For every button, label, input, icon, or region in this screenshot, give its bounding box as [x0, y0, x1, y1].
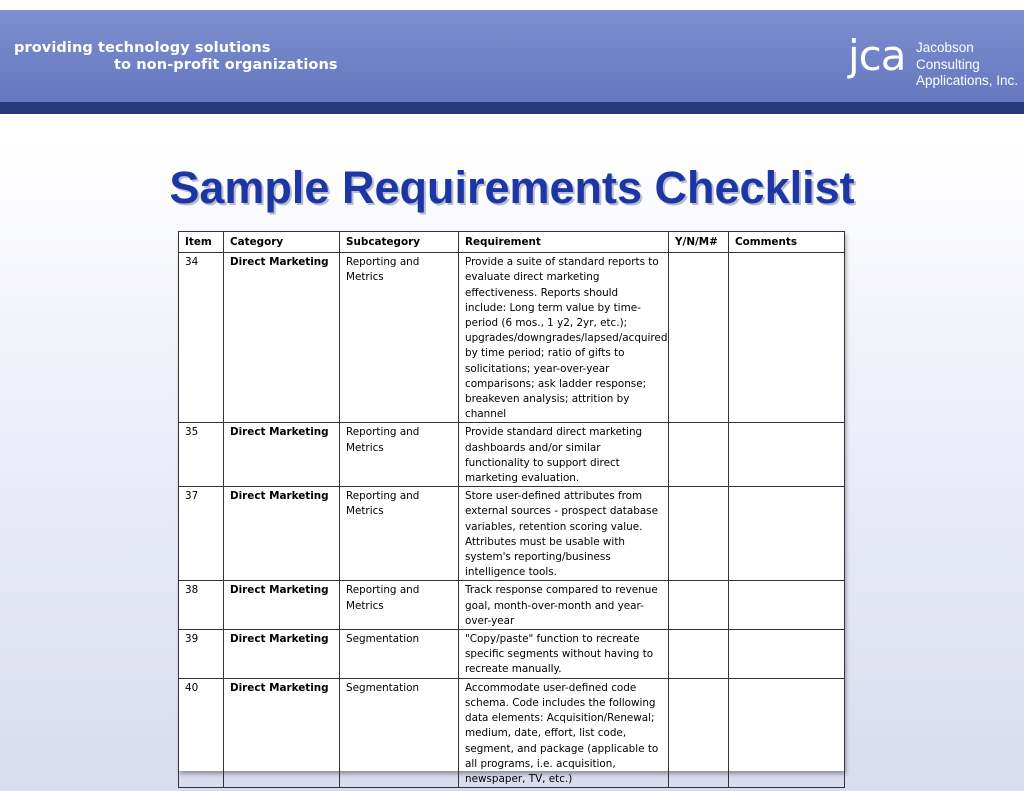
cell-subcategory: Reporting and Metrics: [340, 253, 459, 423]
cell-requirement: "Copy/paste" function to recreate specific segments without having to recreate manually.: [459, 630, 669, 679]
column-header-comments: Comments: [729, 232, 845, 253]
tagline: [14, 40, 338, 74]
cell-category: Direct Marketing: [224, 630, 340, 679]
cell-comments: [729, 581, 845, 630]
cell-requirement: Accommodate user-defined code schema. Code includes the following data elements: Acquisition/Renewal; medium, date, effort, list code, segment, and package (applicable to all programs, i.e. acquisition, newspaper, TV, etc.): [459, 678, 669, 787]
cell-comments: [729, 423, 845, 487]
column-header-ynm: Y/N/M#: [669, 232, 729, 253]
cell-item: 34: [179, 253, 224, 423]
table-row: [179, 423, 845, 487]
cell-ynm: [669, 423, 729, 487]
cell-subcategory: Segmentation: [340, 630, 459, 679]
cell-requirement: Track response compared to revenue goal, month-over-month and year-over-year: [459, 581, 669, 630]
cell-comments: [729, 487, 845, 581]
table-row: [179, 581, 845, 630]
logo-mark: jca: [848, 31, 906, 80]
table-header-row: [179, 232, 845, 253]
cell-comments: [729, 253, 845, 423]
cell-category: Direct Marketing: [224, 581, 340, 630]
column-header-requirement: Requirement: [459, 232, 669, 253]
cell-subcategory: Reporting and Metrics: [340, 581, 459, 630]
column-header-item: Item: [179, 232, 224, 253]
table-row: [179, 630, 845, 679]
cell-subcategory: Reporting and Metrics: [340, 423, 459, 487]
cell-item: 38: [179, 581, 224, 630]
header-banner: [0, 10, 1024, 114]
cell-item: 40: [179, 678, 224, 787]
table-row: [179, 487, 845, 581]
logo-line-1: Jacobson: [916, 40, 974, 55]
logo-line-2: Consulting: [916, 56, 980, 72]
cell-comments: [729, 630, 845, 679]
cell-ynm: [669, 678, 729, 787]
column-header-category: Category: [224, 232, 340, 253]
cell-ynm: [669, 581, 729, 630]
cell-comments: [729, 678, 845, 787]
cell-item: 35: [179, 423, 224, 487]
logo-line-3: Applications, Inc.: [916, 73, 1019, 88]
tagline-line-1: providing technology solutions: [14, 40, 271, 56]
cell-requirement: Provide standard direct marketing dashboards and/or similar functionality to support direct marketing evaluation.: [459, 423, 669, 487]
requirements-table: [178, 231, 845, 788]
cell-ynm: [669, 487, 729, 581]
cell-requirement: Provide a suite of standard reports to evaluate direct marketing effectiveness. Reports should include: Long term value by time-period (6 mos., 1 y2, 2yr, etc.); upgrades/downgrades/lapsed/acquired by time period; ratio of gifts to solicitations; year-over-year comparisons; ask ladder response; breakeven analysis; attrition by channel: [459, 253, 669, 423]
cell-ynm: [669, 630, 729, 679]
table-row: [179, 253, 845, 423]
logo-wordmark: [916, 40, 1018, 90]
cell-subcategory: Reporting and Metrics: [340, 487, 459, 581]
requirements-sheet: [178, 231, 844, 785]
cell-category: Direct Marketing: [224, 678, 340, 787]
cell-ynm: [669, 253, 729, 423]
column-header-subcategory: Subcategory: [340, 232, 459, 253]
cell-requirement: Store user-defined attributes from external sources - prospect database variables, retention scoring value. Attributes must be usable with system's reporting/business intelligence tools.: [459, 487, 669, 581]
table-row: [179, 678, 845, 787]
cell-category: Direct Marketing: [224, 423, 340, 487]
slide-title: Sample Requirements Checklist: [169, 162, 855, 213]
cell-subcategory: Segmentation: [340, 678, 459, 787]
cell-category: Direct Marketing: [224, 487, 340, 581]
cell-item: 37: [179, 487, 224, 581]
tagline-line-2: to non-profit organizations: [114, 57, 338, 73]
cell-category: Direct Marketing: [224, 253, 340, 423]
cell-item: 39: [179, 630, 224, 679]
